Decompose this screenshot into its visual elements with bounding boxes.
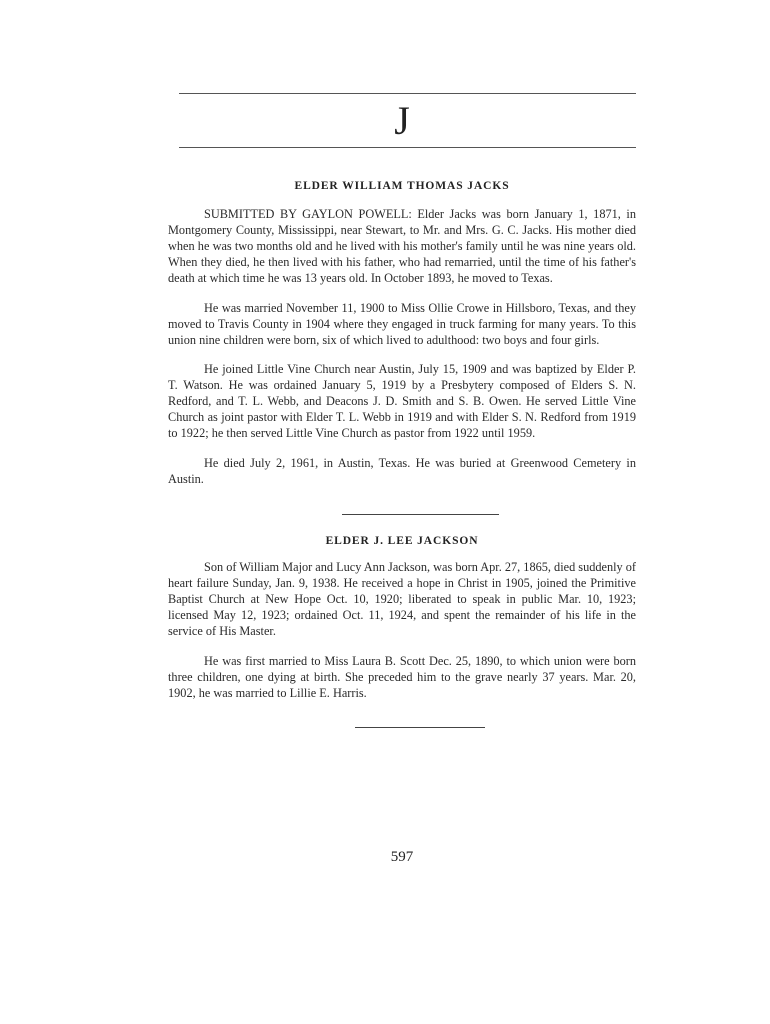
entry-separator [342, 514, 499, 515]
entry-title-jackson: ELDER J. LEE JACKSON [325, 535, 479, 547]
entry-paragraph: He was first married to Miss Laura B. Scott Dec. 25, 1890, to which union were born three children, one dying at birth. She preceded him to the grave nearly 37 years. Mar. 20, 1902, he was married to Lillie E. Harris. [168, 654, 636, 701]
entry-paragraph: Son of William Major and Lucy Ann Jackson, was born Apr. 27, 1865, died suddenly of heart failure Sunday, Jan. 9, 1938. He received a hope in Christ in 1905, joined the Primitive Baptist Church at New Hope Oct. 10, 1920; liberated to speak in public Mar. 10, 1923; licensed May 12, 1923; ordained Oct. 11, 1924, and spent the remainder of his life in the service of His Master. [168, 560, 637, 639]
entry-title-jacks: ELDER WILLIAM THOMAS JACKS [294, 180, 510, 192]
entry-paragraph: SUBMITTED BY GAYLON POWELL: Elder Jacks was born January 1, 1871, in Montgomery County, Mississippi, near Stewart, to Mr. and Mrs. G. C. Jacks. His mother died when he was two months old and he lived with his mother's family until he was nine years old. When they died, he then lived with his father, who had remarried, until the time of his father's death at which time he was 13 years old. In October 1893, he moved to Texas. [168, 207, 636, 286]
entry-paragraph: He died July 2, 1961, in Austin, Texas. He was buried at Greenwood Cemetery in Austin. [168, 456, 636, 487]
page-number: 597 [390, 849, 414, 865]
header-top-rule [179, 93, 636, 94]
entry-paragraph: He was married November 11, 1900 to Miss Ollie Crowe in Hillsboro, Texas, and they moved to Travis County in 1904 where they engaged in truck farming for many years. To this union nine children were born, six of which lived to adulthood: two boys and four girls. [168, 301, 636, 348]
section-letter: J [394, 98, 410, 143]
entry-paragraph: He joined Little Vine Church near Austin, July 15, 1909 and was baptized by Elder P. T. Watson. He was ordained January 5, 1919 by a Presbytery composed of Elders S. N. Redford, and T. L. Webb, and Deacons J. D. Smith and S. B. Owen. He served Little Vine Church as joint pastor with Elder T. L. Webb in 1919 and with Elder S. N. Redford from 1919 to 1922; he then served Little Vine Church as pastor from 1922 until 1959. [168, 362, 636, 441]
document-page [168, 0, 636, 1024]
header-bottom-rule [179, 147, 636, 148]
entry-separator [355, 727, 485, 728]
